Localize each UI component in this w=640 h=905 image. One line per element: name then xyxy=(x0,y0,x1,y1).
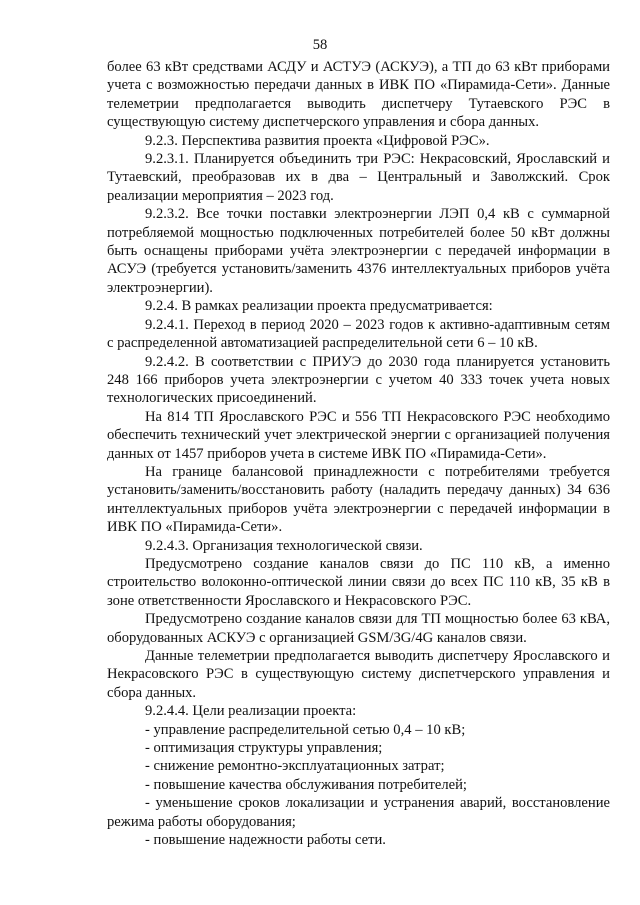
paragraph: - повышение надежности работы сети. xyxy=(145,832,386,849)
paragraph: 9.2.4. В рамках реализации проекта предусматривается: xyxy=(145,298,493,315)
paragraph: 9.2.4.4. Цели реализации проекта: xyxy=(145,703,357,720)
paragraph: Предусмотрено создание каналов связи для ТП мощностью более 63 кВА, оборудованных АСКУЭ с организацией GSM/3G/4G каналов связи. xyxy=(107,611,610,646)
paragraph: Предусмотрено создание каналов связи до ПС 110 кВ, а именно строительство волоконно-оптической линии связи до всех ПС 110 кВ, 35 кВ в зоне ответственности Ярославского и Некрасовского РЭС. xyxy=(107,555,610,609)
paragraph: - уменьшение сроков локализации и устранения аварий, восстановление режима работы оборудования; xyxy=(107,795,610,830)
paragraph: 9.2.4.2. В соответствии с ПРИУЭ до 2030 года планируется установить 248 166 приборов учета электроэнергии с учетом 40 333 точек учета новых технологических присоединений. xyxy=(107,353,610,407)
paragraph: 9.2.3.2. Все точки поставки электроэнергии ЛЭП 0,4 кВ с суммарной потребляемой мощностью подключенных потребителей более 50 кВт должны быть оснащены приборами учёта электроэнергии с передачей информации в АСУЭ (требуется установить/заменить 4376 интеллектуальных приборов учёта электроэнергии). xyxy=(107,206,610,296)
paragraph: 9.2.4.3. Организация технологической связи. xyxy=(145,537,423,554)
paragraph: более 63 кВт средствами АСДУ и АСТУЭ (АСКУЭ), а ТП до 63 кВт приборами учета с возможностью передачи данных в ИВК ПО «Пирамида-Сети». Данные телеметрии предполагается выводить диспетчеру Тутаевского РЭС в существующую систему диспетчерского управления и сбора данных. xyxy=(107,59,610,131)
paragraph: 9.2.3. Перспектива развития проекта «Цифровой РЭС». xyxy=(145,132,490,149)
paragraph: На границе балансовой принадлежности с потребителями требуется установить/заменить/восстановить работу (наладить передачу данных) 34 636 интеллектуальных приборов учёта электроэнергии с передачей информации в ИВК ПО «Пирамида-Сети». xyxy=(107,463,610,536)
body-text xyxy=(107,58,610,849)
paragraph: - оптимизация структуры управления; xyxy=(145,740,383,757)
paragraph: 9.2.3.1. Планируется объединить три РЭС: Некрасовский, Ярославский и Тутаевский, преобразовав их в два – Центральный и Заволжский. Срок реализации мероприятия – 2023 год. xyxy=(107,151,610,204)
paragraph: 9.2.4.1. Переход в период 2020 – 2023 годов к активно-адаптивным сетям с распределенной автоматизацией распределительной сети 6 – 10 кВ. xyxy=(107,316,610,352)
paragraph: - снижение ремонтно-эксплуатационных затрат; xyxy=(145,758,445,775)
page-number: 58 xyxy=(312,37,328,53)
paragraph: - повышение качества обслуживания потребителей; xyxy=(145,776,467,793)
paragraph: Данные телеметрии предполагается выводить диспетчеру Ярославского и Некрасовского РЭС в существующую систему диспетчерского управления и сбора данных. xyxy=(107,648,610,701)
paragraph: - управление распределительной сетью 0,4 – 10 кВ; xyxy=(145,721,466,738)
paragraph: На 814 ТП Ярославского РЭС и 556 ТП Некрасовского РЭС необходимо обеспечить технический учет электрической энергии с организацией получения данных от 1457 приборов учета в системе ИВК ПО «Пирамида-Сети». xyxy=(107,408,610,462)
